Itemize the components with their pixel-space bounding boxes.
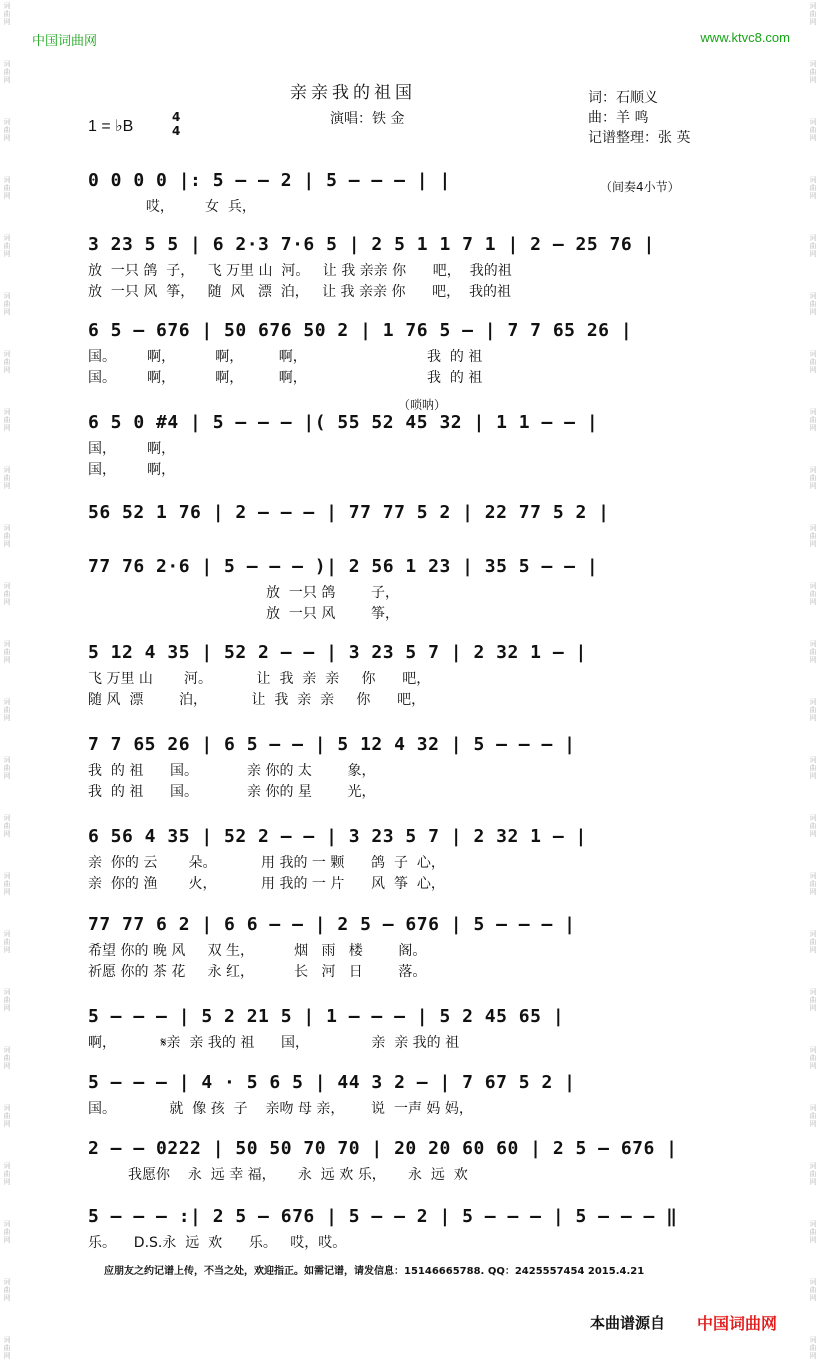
watermark-text: 词 曲 网: [3, 640, 11, 664]
watermark-text: 词 曲 网: [809, 292, 817, 316]
watermark-text: 词 曲 网: [809, 466, 817, 490]
notation-row: 5 — — — :| 2 5 — 676 | 5 — — 2 | 5 — — — | 5 — — — ‖: [88, 1206, 678, 1227]
suona-note: （唢呐）: [398, 398, 447, 412]
lyric-line: 乐。 D.S.永 远 欢 乐。 哎，哎。: [88, 1235, 347, 1251]
watermark-text: 词 曲 网: [809, 1278, 817, 1302]
lyric-line: 放 一只 鸽 子，: [88, 585, 399, 601]
site-name-left[interactable]: 中国词曲网: [32, 34, 98, 49]
watermark-text: 词 曲 网: [809, 2, 817, 26]
lyricist: 词：石顺义: [588, 90, 658, 106]
watermark-text: 词 曲 网: [809, 640, 817, 664]
watermark-text: 词 曲 网: [809, 408, 817, 432]
watermark-text: 词 曲 网: [809, 930, 817, 954]
watermark-text: 词 曲 网: [3, 872, 11, 896]
key-signature: 1 = ♭B: [88, 118, 134, 135]
time-sig-top: 4: [172, 110, 181, 124]
footer-note: 应朋友之约记谱上传，不当之处，欢迎指正。如需记谱，请发信息：15146665788. QQ：2425557454 2015.4.21: [104, 1266, 645, 1277]
watermark-text: 词 曲 网: [3, 1278, 11, 1302]
watermark-text: 词 曲 网: [3, 466, 11, 490]
lyric-line: 飞 万里 山 河。 让 我 亲 亲 你 吧，: [88, 671, 431, 687]
notation-row: 6 56 4 35 | 52 2 — — | 3 23 5 7 | 2 32 1 — |: [88, 826, 587, 847]
watermark-text: 词 曲 网: [3, 118, 11, 142]
watermark-text: 词 曲 网: [809, 176, 817, 200]
source-name[interactable]: 中国词曲网: [697, 1314, 778, 1333]
watermark-text: 词 曲 网: [3, 698, 11, 722]
watermark-text: 词 曲 网: [809, 582, 817, 606]
lyric-line: 国。 就 像 孩 子 亲吻 母 亲， 说 一声 妈 妈，: [88, 1101, 473, 1117]
right-watermark-strip: [806, 0, 820, 1361]
lyric-line: 随 风 漂 泊， 让 我 亲 亲 你 吧，: [88, 692, 426, 708]
lyric-line: 啊， 𝄋亲 亲 我的 祖 国， 亲 亲 我的 祖: [88, 1035, 460, 1051]
notation-row: 3 23 5 5 | 6 2·3 7·6 5 | 2 5 1 1 7 1 | 2 — 25 76 |: [88, 234, 655, 255]
lyric-line: 我 的 祖 国。 亲 你的 太 象，: [88, 763, 376, 779]
watermark-text: 词 曲 网: [809, 988, 817, 1012]
watermark-text: 词 曲 网: [3, 1104, 11, 1128]
lyric-line: 国， 啊，: [88, 462, 176, 478]
lyric-line: 国， 啊，: [88, 441, 176, 457]
watermark-text: 词 曲 网: [809, 1104, 817, 1128]
watermark-text: 词 曲 网: [3, 988, 11, 1012]
lyric-line: 放 一只 鸽 子， 飞 万里 山 河。 让 我 亲亲 你 吧， 我的祖: [88, 263, 512, 279]
watermark-text: 词 曲 网: [809, 698, 817, 722]
lyric-line: 哎， 女 兵，: [88, 199, 256, 215]
notation-row: 5 12 4 35 | 52 2 — — | 3 23 5 7 | 2 32 1 — |: [88, 642, 587, 663]
watermark-text: 词 曲 网: [3, 582, 11, 606]
watermark-text: 词 曲 网: [3, 930, 11, 954]
notation-row: 5 — — — | 5 2 21 5 | 1 — — — | 5 2 45 65 |: [88, 1006, 565, 1027]
composer: 曲：羊 鸣: [588, 110, 649, 126]
song-title: 亲亲我的祖国: [290, 83, 416, 103]
watermark-text: 词 曲 网: [3, 1336, 11, 1360]
singer: 演唱：铁 金: [330, 111, 405, 127]
watermark-text: 词 曲 网: [809, 1162, 817, 1186]
watermark-text: 词 曲 网: [3, 1162, 11, 1186]
lyric-line: 祈愿 你的 茶 花 永 红， 长 河 日 落。: [88, 964, 427, 980]
watermark-text: 词 曲 网: [809, 756, 817, 780]
lyric-line: 国。 啊， 啊， 啊， 我 的 祖: [88, 349, 483, 365]
lyric-line: 放 一只 风 筝， 随 风 漂 泊， 让 我 亲亲 你 吧， 我的祖: [88, 284, 512, 300]
lyric-line: 放 一只 风 筝，: [88, 606, 399, 622]
notation-row: 77 76 2·6 | 5 — — — )| 2 56 1 23 | 35 5 — — |: [88, 556, 599, 577]
site-url-right[interactable]: www.ktvc8.com: [700, 30, 790, 45]
watermark-text: 词 曲 网: [809, 234, 817, 258]
time-signature: [172, 110, 180, 138]
watermark-text: 词 曲 网: [3, 350, 11, 374]
watermark-text: 词 曲 网: [809, 814, 817, 838]
transcriber: 记谱整理：张 英: [588, 130, 691, 146]
watermark-text: 词 曲 网: [3, 814, 11, 838]
lyric-line: 亲 你的 云 朵。 用 我的 一 颗 鸽 子 心，: [88, 855, 445, 871]
notation-row: 6 5 0 #4 | 5 — — — |( 55 52 45 32 | 1 1 — — |: [88, 412, 599, 433]
watermark-text: 词 曲 网: [809, 60, 817, 84]
notation-row: 6 5 — 676 | 50 676 50 2 | 1 76 5 — | 7 7 65 26 |: [88, 320, 633, 341]
prelude-note: （间奏4小节）: [600, 180, 680, 194]
time-sig-bottom: 4: [172, 124, 181, 138]
watermark-text: 词 曲 网: [3, 524, 11, 548]
watermark-text: 词 曲 网: [3, 60, 11, 84]
watermark-text: 词 曲 网: [809, 1336, 817, 1360]
lyric-line: 希望 你的 晚 风 双 生， 烟 雨 楼 阁。: [88, 943, 427, 959]
left-watermark-strip: [0, 0, 14, 1361]
notation-row: 7 7 65 26 | 6 5 — — | 5 12 4 32 | 5 — — — |: [88, 734, 576, 755]
notation-row: 2 — — 0222 | 50 50 70 70 | 20 20 60 60 | 2 5 — 676 |: [88, 1138, 678, 1159]
lyric-line: 亲 你的 渔 火， 用 我的 一 片 风 筝 心，: [88, 876, 445, 892]
lyric-line: 我愿你 永 远 幸 福， 永 远 欢 乐， 永 远 欢: [88, 1167, 468, 1183]
notation-row: 0 0 0 0 |: 5 — — 2 | 5 — — — | |: [88, 170, 451, 191]
watermark-text: 词 曲 网: [3, 1046, 11, 1070]
lyric-line: 国。 啊， 啊， 啊， 我 的 祖: [88, 370, 483, 386]
notation-row: 77 77 6 2 | 6 6 — — | 2 5 — 676 | 5 — — — |: [88, 914, 576, 935]
watermark-text: 词 曲 网: [809, 1046, 817, 1070]
watermark-text: 词 曲 网: [809, 350, 817, 374]
notation-row: 5 — — — | 4 · 5 6 5 | 44 3 2 — | 7 67 5 2 |: [88, 1072, 576, 1093]
watermark-text: 词 曲 网: [3, 234, 11, 258]
watermark-text: 词 曲 网: [809, 524, 817, 548]
watermark-text: 词 曲 网: [3, 2, 11, 26]
watermark-text: 词 曲 网: [809, 118, 817, 142]
watermark-text: 词 曲 网: [3, 756, 11, 780]
lyric-line: 我 的 祖 国。 亲 你的 星 光，: [88, 784, 376, 800]
notation-row: 56 52 1 76 | 2 — — — | 77 77 5 2 | 22 77 5 2 |: [88, 502, 610, 523]
watermark-text: 词 曲 网: [3, 1220, 11, 1244]
source-label: 本曲谱源自: [590, 1314, 666, 1332]
watermark-text: 词 曲 网: [809, 872, 817, 896]
watermark-text: 词 曲 网: [809, 1220, 817, 1244]
watermark-text: 词 曲 网: [3, 292, 11, 316]
watermark-text: 词 曲 网: [3, 408, 11, 432]
credits: [588, 88, 690, 148]
watermark-text: 词 曲 网: [3, 176, 11, 200]
